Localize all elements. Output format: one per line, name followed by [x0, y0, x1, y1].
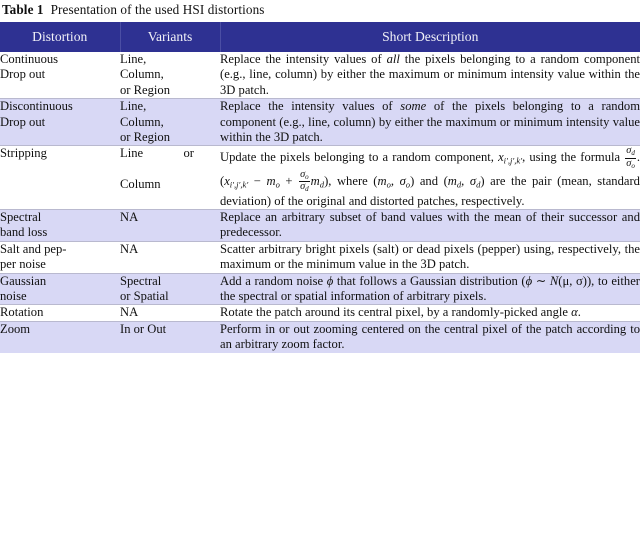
description-text: Add a random noise	[220, 273, 327, 288]
distortion-line: Gaussian	[0, 273, 47, 288]
description-text: (μ, σ)), to either the spectral or spatial information of arbitrary pixels.	[220, 273, 640, 303]
description-text: of the pixels belonging to a random component (e.g., line, column) by either the maximum or minimum intensity value within the 3D patch.	[220, 99, 640, 145]
variant-line: or Region	[120, 130, 171, 145]
cell-description	[220, 99, 640, 146]
table-row	[0, 305, 640, 321]
math-var-m: m	[377, 173, 387, 188]
cell-description	[220, 146, 640, 209]
variant-line: Column	[120, 177, 161, 192]
distortion-line: Spectral	[0, 209, 42, 224]
variant-line: Column,	[120, 67, 164, 82]
math-sigma: σ	[626, 145, 632, 157]
column-header-short-description: Short Description	[220, 22, 640, 52]
math-var-x: x	[498, 150, 504, 165]
math-fraction	[299, 170, 310, 194]
cell-distortion	[0, 209, 120, 241]
variant-line: NA	[120, 209, 139, 224]
variant-line: or Spatial	[120, 288, 169, 303]
distortion-line: Drop out	[0, 114, 46, 129]
cell-distortion	[0, 146, 120, 209]
math-sub: o	[405, 179, 411, 190]
variant-line: In or Out	[120, 321, 167, 336]
math-sub: o	[631, 161, 635, 170]
description-emphasis: all	[386, 52, 400, 66]
table-row	[0, 241, 640, 273]
description-text: .(	[220, 150, 640, 188]
math-sigma: σ	[300, 168, 306, 180]
distortion-line: Stripping	[0, 146, 47, 161]
variant-word: or	[183, 146, 194, 161]
variant-line	[120, 146, 194, 177]
cell-distortion	[0, 273, 120, 305]
description-text: .	[577, 305, 581, 320]
table-row	[0, 321, 640, 352]
variant-line: Spectral	[120, 273, 162, 288]
description-text: −	[248, 173, 267, 188]
description-text: Replace the intensity values of	[220, 99, 401, 114]
math-var-x: x	[224, 173, 230, 188]
variant-line: Line,	[120, 52, 147, 66]
description-text: Rotate the patch around its central pixel, by a randomly-picked angle	[220, 305, 572, 320]
table-row	[0, 209, 640, 241]
description-text: that follows a Gaussian distribution (	[333, 273, 526, 288]
distortion-line: Discontinuous	[0, 99, 73, 114]
variant-line: NA	[120, 305, 139, 320]
cell-description: Replace an arbitrary subset of band values with the mean of their successor and predecessor.	[220, 209, 640, 240]
math-sub: i′,j′,k′	[229, 179, 249, 190]
distortion-line: Zoom	[0, 321, 31, 336]
distortion-line: noise	[0, 288, 27, 303]
table-header-row	[0, 22, 640, 52]
cell-variants	[120, 209, 220, 241]
math-phi: ϕ	[525, 273, 533, 288]
math-sub: d	[631, 149, 635, 158]
fraction-denominator	[625, 159, 636, 170]
math-fraction	[625, 146, 636, 170]
variant-line: Line,	[120, 99, 147, 114]
column-header-variants: Variants	[120, 22, 220, 52]
math-sub: d	[476, 179, 481, 190]
math-sub: d	[319, 179, 325, 190]
math-sigma: , σ	[390, 173, 406, 188]
cell-variants	[120, 99, 220, 146]
table-row	[0, 99, 640, 146]
variant-word: Line	[120, 146, 144, 161]
math-var-m: m	[310, 173, 320, 188]
cell-distortion	[0, 99, 120, 146]
column-header-distortion: Distortion	[0, 22, 120, 52]
description-text: the pixels belonging to a random component (e.g., line, column) by either the maximum or minimum intensity value within the 3D patch.	[220, 52, 640, 97]
cell-description	[220, 305, 640, 321]
table-row	[0, 146, 640, 209]
cell-variants	[120, 305, 220, 321]
cell-variants	[120, 321, 220, 352]
caption-label: Table 1	[2, 2, 44, 17]
math-sub: d	[305, 185, 309, 194]
cell-description: Perform in or out zooming centered on the central pixel of the patch according to an arbitrary zoom factor.	[220, 321, 640, 352]
description-text: ) are the pair (mean, standard deviation) of the original and distorted patches, respectively.	[220, 173, 640, 208]
cell-description: Scatter arbitrary bright pixels (salt) or dead pixels (pepper) using, respectively, the maximum or the minimum value in the 3D patch.	[220, 241, 640, 272]
cell-description	[220, 273, 640, 305]
cell-distortion	[0, 241, 120, 273]
description-emphasis: some	[400, 99, 427, 114]
math-var-m: m	[447, 173, 457, 188]
distortion-line: Salt and pep-	[0, 241, 67, 256]
cell-description	[220, 52, 640, 99]
distortion-line: per noise	[0, 257, 46, 272]
distortions-table	[0, 22, 640, 353]
math-sigma: σ	[626, 157, 632, 169]
math-sub: o	[386, 179, 391, 190]
table-caption	[0, 0, 640, 22]
table-row	[0, 273, 640, 305]
distortion-line: Drop out	[0, 67, 46, 82]
description-text: +	[279, 173, 299, 188]
description-text: ), where (	[324, 173, 378, 188]
cell-distortion	[0, 305, 120, 321]
math-sigma: σ	[300, 181, 306, 193]
math-phi: ϕ	[326, 273, 334, 288]
description-text: ) and (	[410, 173, 448, 188]
cell-distortion	[0, 321, 120, 352]
table-header	[0, 22, 640, 52]
caption-text: Presentation of the used HSI distortions	[50, 2, 265, 17]
math-sigma: , σ	[461, 173, 477, 188]
variant-line: NA	[120, 241, 139, 256]
math-sub: i′,j′,k′	[503, 155, 523, 166]
math-alpha: α	[571, 305, 578, 320]
cell-variants	[120, 146, 220, 209]
math-normal-dist: N	[549, 273, 559, 288]
table-body	[0, 52, 640, 353]
math-sub: o	[275, 179, 280, 190]
cell-variants	[120, 273, 220, 305]
distortion-line: band loss	[0, 225, 48, 240]
cell-distortion	[0, 52, 120, 99]
math-var-m: m	[266, 173, 276, 188]
description-text: , using the formula	[522, 150, 625, 165]
description-text: Replace the intensity values of	[220, 52, 387, 66]
cell-variants	[120, 52, 220, 99]
variant-line: Column,	[120, 114, 164, 129]
distortion-line: Continuous	[0, 52, 59, 66]
math-sub: o	[305, 172, 309, 181]
description-text: Update the pixels belonging to a random component,	[220, 150, 499, 165]
fraction-denominator	[299, 182, 310, 193]
math-sub: d	[456, 179, 462, 190]
cell-variants	[120, 241, 220, 273]
variant-line: or Region	[120, 82, 171, 97]
distortion-line: Rotation	[0, 305, 44, 320]
table-row	[0, 52, 640, 99]
description-text: ∼	[532, 273, 550, 288]
